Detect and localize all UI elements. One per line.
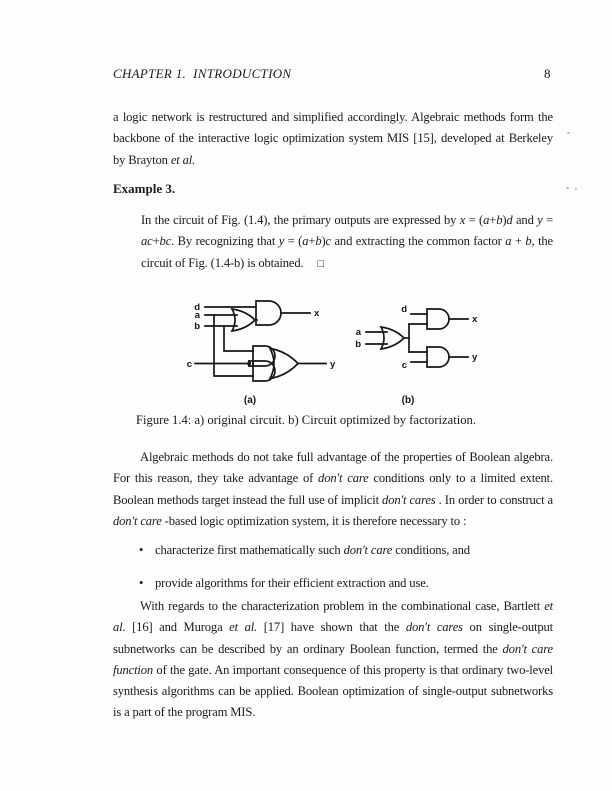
figure-caption: Figure 1.4: a) original circuit. b) Circuit optimized by factorization. [136,413,476,427]
circuit-b [366,309,468,367]
scan-speck [575,188,577,190]
circuit-a-labels [187,302,336,406]
input-label-a: a [355,327,361,338]
input-label-d: d [194,302,200,313]
figure-circuit-diagram [150,291,480,411]
scan-speck [566,187,570,190]
input-label-b: b [355,339,361,350]
bullet-text: provide algorithms for their efficient extraction and use. [155,576,429,590]
circuit-b-wires [366,314,468,362]
list-item [139,573,549,593]
and-gate-icon [427,309,449,329]
input-label-b: b [194,321,200,332]
output-label-x: x [314,308,320,319]
paragraph-algebraic-methods: Algebraic methods do not take full advantage of the properties of Boolean algebra. For this reason, they take advantage of don't care conditions only to a limited extent. Boolean methods target instead the full use of implicit don't cares . In order to construct a don't care -based logic optimization system, it is therefore necessary to : [113,450,553,528]
output-label-x: x [472,314,478,325]
input-label-a: a [194,310,200,321]
example-heading: Example 3. [113,181,176,196]
input-label-d: d [401,304,407,315]
paragraph-intro: a logic network is restructured and simplified accordingly. Algebraic methods form the backbone of the interactive logic optimization system MIS [15], developed at Berkeley by Brayton et al. [113,110,553,167]
bullet-marker: • [139,576,144,590]
subfigure-tag-b: (b) [401,395,415,406]
page-number: 8 [544,66,551,81]
circuit-a [195,301,326,381]
input-label-c: c [401,360,407,371]
and-gate-icon [256,301,281,325]
example-body: In the circuit of Fig. (1.4), the primary outputs are expressed by x = (a+b)d and y = ac+bc. By recognizing that y = (a+b)c and extracting the common factor a + b, the circuit of Fig. (1.4-b) is obtained. □ [141,213,554,270]
and-gate-icon [427,347,449,367]
bullet-text: characterize first mathematically such don't care conditions, and [155,543,470,557]
output-label-y: y [472,352,478,363]
subfigure-tag-a: (a) [243,395,257,406]
or-gate-icon [232,309,255,331]
paragraph-characterization: With regards to the characterization problem in the combinational case, Bartlett et al. [16] and Muroga et al. [17] have shown that the don't cares on single-output subnetworks can be described by an ordinary Boolean function, termed the don't care function of the gate. An important consequence of this property is that ordinary two-level synthesis algorithms can be applied. Boolean optimization of single-output subnetworks is a part of the program MIS. [113,599,553,720]
output-label-y: y [330,359,336,370]
scan-speck [567,132,570,134]
wire-junction-dot [247,361,251,365]
list-item [139,540,549,560]
input-label-c: c [186,359,192,370]
bullet-marker: • [139,543,144,557]
or-gate-icon [381,327,404,349]
chapter-header: CHAPTER 1. INTRODUCTION [113,66,292,81]
